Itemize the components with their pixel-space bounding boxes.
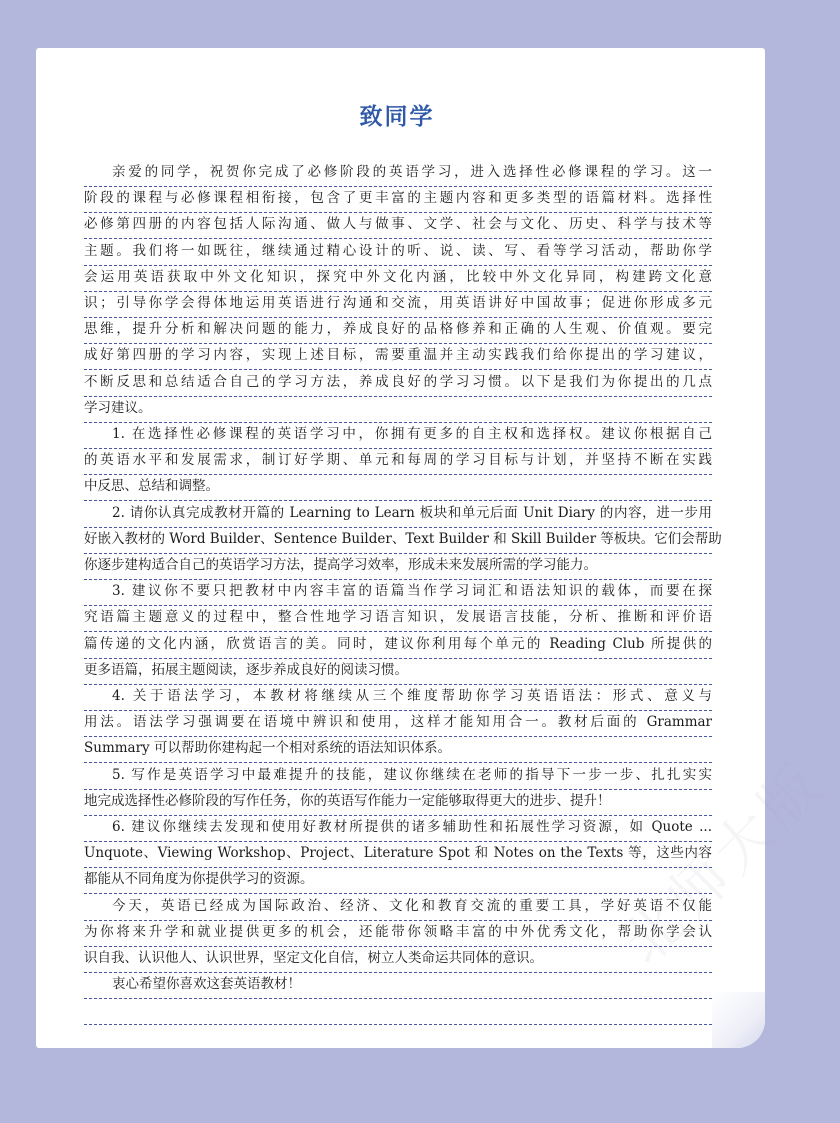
text-line-content: 用法。语法学习强调要在语境中辨识和使用，这样才能知用合一。教材后面的 Grammar: [84, 714, 712, 731]
text-line-content: 会运用英语获取中外文化知识，探究中外文化内涵，比较中外文化异同，构建跨文化意: [84, 268, 712, 285]
text-line-content: 4. 关于语法学习，本教材将继续从三个维度帮助你学习英语语法：形式、意义与: [112, 688, 712, 704]
text-line-content: 为你将来升学和就业提供更多的机会，还能带你领略丰富的中外优秀文化，帮助你学会认: [84, 923, 712, 940]
text-line-content: 必修第四册的内容包括人际沟通、做人与做事、文学、社会与文化、历史、科学与技术等: [84, 216, 712, 233]
text-line: [84, 841, 712, 868]
text-line-content: 的英语水平和发展需求，制订好学期、单元和每周的学习目标与计划，并坚持不断在实践: [84, 452, 712, 469]
text-line: [84, 265, 712, 292]
text-line-content: 篇传递的文化内涵，欣赏语言的美。同时，建议你利用每个单元的 Reading Club 所提供的: [84, 635, 712, 652]
text-line-content: 你逐步建构适合自己的英语学习方法，提高学习效率，形成未来发展所需的学习能力。: [84, 557, 597, 573]
text-line: [84, 370, 712, 397]
text-line: [84, 815, 712, 842]
text-line: [84, 160, 712, 187]
text-line: [84, 396, 712, 423]
text-line-content: Unquote、Viewing Workshop、Project、Literature Spot 和 Notes on the Texts 等，这些内容: [84, 845, 712, 862]
text-line: [84, 527, 722, 554]
watermark: 北师大版: [609, 748, 839, 978]
text-line-content: 不断反思和总结适合自己的学习方法，养成良好的学习习惯。以下是我们为你提出的几点: [84, 373, 712, 390]
text-line-content: 识；引导你学会得体地运用英语进行沟通和交流，用英语讲好中国故事；促进你形成多元: [84, 295, 712, 311]
text-line: [84, 186, 712, 213]
text-line: [84, 605, 712, 632]
text-line: [84, 291, 712, 318]
text-line: [84, 972, 712, 999]
text-line-content: 地完成选择性必修阶段的写作任务，你的英语写作能力一定能够取得更大的进步、提升！: [84, 792, 611, 809]
text-line: [84, 632, 712, 659]
text-line-content: 好嵌入教材的 Word Builder、Sentence Builder、Text Builder 和 Skill Builder 等板块。它们会帮助: [84, 530, 722, 547]
text-line: [84, 343, 712, 370]
text-line: [84, 998, 712, 1025]
text-line: [84, 317, 712, 344]
page-title: 致同学: [359, 104, 435, 130]
text-line-content: 6. 建议你继续去发现和使用好教材所提供的诸多辅助性和拓展性学习资源，如 Quote ...: [112, 819, 712, 835]
text-line-content: 亲爱的同学，祝贺你完成了必修阶段的英语学习，进入选择性必修课程的学习。这一: [112, 164, 712, 180]
text-line: [84, 736, 712, 763]
text-line-content: 成好第四册的学习内容，实现上述目标，需要重温并主动实践我们给你提出的学习建议，: [84, 347, 712, 364]
text-line-content: 更多语篇，拓展主题阅读，逐步养成良好的阅读习惯。: [84, 661, 408, 678]
text-line: [84, 553, 712, 580]
text-line: [84, 867, 712, 894]
text-line: [84, 684, 712, 711]
page-curl: [712, 992, 765, 1048]
text-line: [84, 422, 712, 449]
text-line-content: 中反思、总结和调整。: [84, 478, 219, 495]
text-line-content: 阶段的课程与必修课程相衔接，包含了更丰富的主题内容和更多类型的语篇材料。选择性: [84, 190, 712, 207]
text-line-content: 5. 写作是英语学习中最难提升的技能，建议你继续在老师的指导下一步一步、扎扎实实: [112, 766, 712, 783]
text-line-content: 究语篇主题意义的过程中，整合性地学习语言知识，发展语言技能，分析、推断和评价语: [84, 609, 712, 626]
text-line: [84, 501, 712, 528]
text-line-content: 都能从不同角度为你提供学习的资源。: [84, 871, 314, 888]
text-line-content: 思维，提升分析和解决问题的能力，养成良好的品格修养和正确的人生观、价值观。要完: [84, 321, 712, 338]
letter-body: [84, 0, 722, 1123]
text-line: [84, 763, 712, 790]
text-line: [84, 474, 712, 501]
text-line: [84, 710, 712, 737]
text-line: [84, 212, 712, 239]
text-line-content: 识自我、认识他人、认识世界，坚定文化自信，树立人类命运共同体的意识。: [84, 950, 543, 966]
text-line-content: 衷心希望你喜欢这套英语教材！: [112, 976, 301, 993]
text-line: [84, 579, 712, 606]
text-line-content: 1. 在选择性必修课程的英语学习中，你拥有更多的自主权和选择权。建议你根据自己: [112, 426, 712, 442]
text-line-content: 2. 请你认真完成教材开篇的 Learning to Learn 板块和单元后面 Unit Diary 的内容，进一步用: [112, 504, 712, 521]
text-line-content: 学习建议。: [84, 399, 152, 416]
text-line-content: 今天，英语已经成为国际政治、经济、文化和教育交流的重要工具，学好英语不仅能: [112, 897, 712, 914]
text-line: [84, 789, 712, 816]
text-line: [84, 658, 712, 685]
text-line-content: 主题。我们将一如既往，继续通过精心设计的听、说、读、写、看等学习活动，帮助你学: [84, 242, 712, 259]
text-line-content: 3. 建议你不要只把教材中内容丰富的语篇当作学习词汇和语法知识的载体，而要在探: [112, 583, 712, 600]
text-line: [84, 448, 712, 475]
text-line: [84, 239, 712, 266]
text-line-content: Summary 可以帮助你建构起一个相对系统的语法知识体系。: [84, 740, 451, 757]
text-line: [84, 946, 712, 973]
